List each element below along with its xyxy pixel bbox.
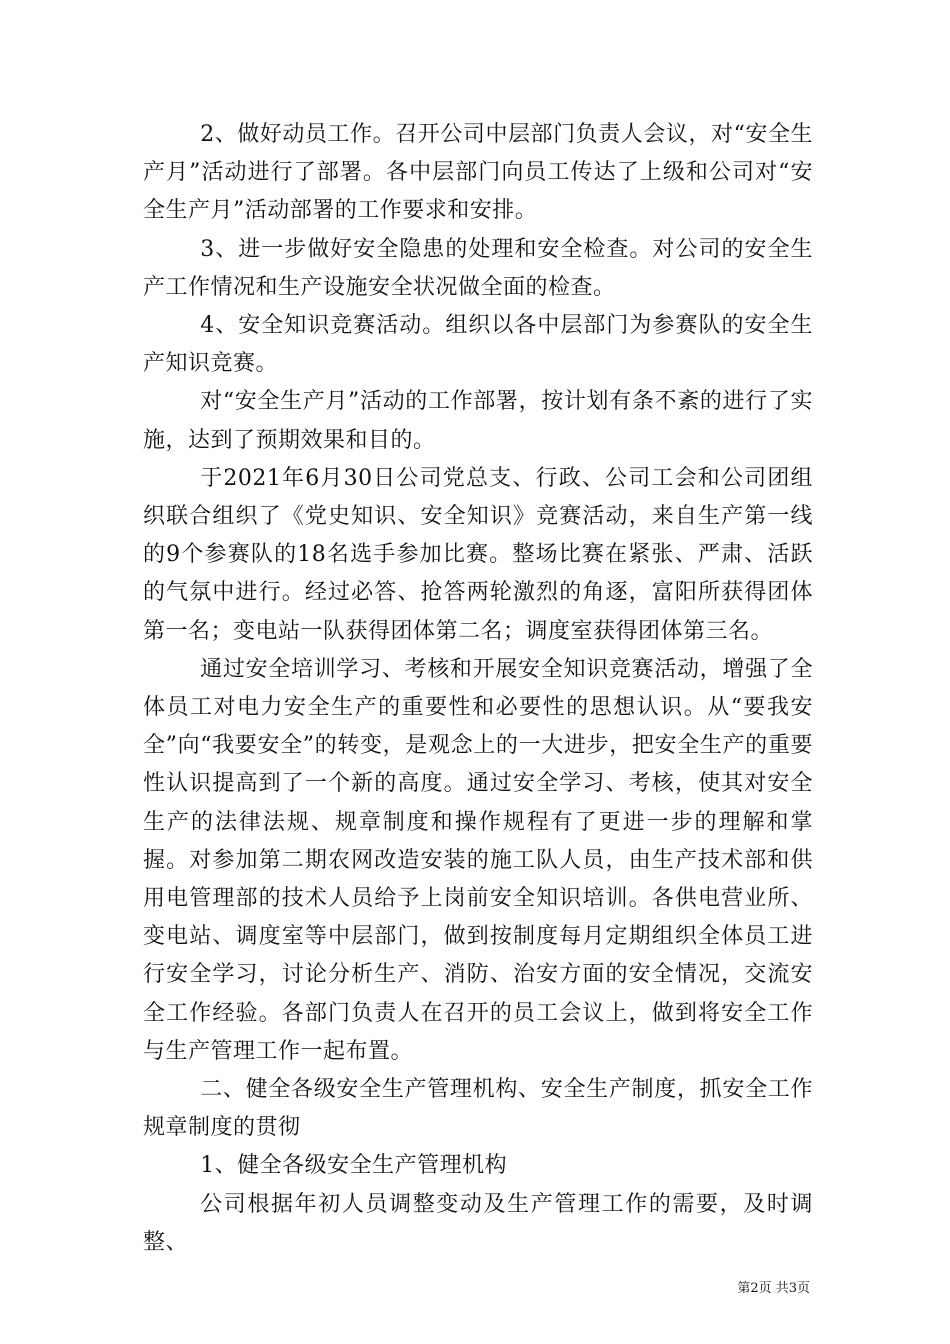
- paragraph: 4、安全知识竞赛活动。组织以各中层部门为参赛队的安全生产知识竞赛。: [143, 313, 813, 377]
- paragraph: 公司根据年初人员调整变动及生产管理工作的需要，及时调整、: [143, 1191, 813, 1255]
- paragraph: 通过安全培训学习、考核和开展安全知识竞赛活动，增强了全体员工对电力安全生产的重要性和必要性的思想认识。从“要我安全”向“我要安全”的转变，是观念上的一大进步，把安全生产的重要性认识提高到了一个新的高度。通过安全学习、考核，使其对安全生产的法律法规、规章制度和操作规程有了更进一步的理解和掌握。对参加第二期农网改造安装的施工队人员，由生产技术部和供用电管理部的技术人员给予上岗前安全知识培训。各供电营业所、变电站、调度室等中层部门，做到按制度每月定期组织全体员工进行安全学习，讨论分析生产、消防、治安方面的安全情况，交流安全工作经验。各部门负责人在召开的员工会议上，做到将安全工作与生产管理工作一起布置。: [143, 656, 813, 1064]
- subsection-heading: 1、健全各级安全生产管理机构: [200, 1153, 508, 1179]
- paragraph: 于2021年6月30日公司党总支、行政、公司工会和公司团组织联合组织了《党史知识、安全知识》竞赛活动，来自生产第一线的9个参赛队的18名选手参加比赛。整场比赛在紧张、严肃、活跃的气氛中进行。经过必答、抢答两轮激烈的角逐，富阳所获得团体第一名；变电站一队获得团体第二名；调度室获得团体第三名。: [143, 465, 813, 644]
- document-body: [143, 116, 813, 1262]
- section-heading: 二、健全各级安全生产管理机构、安全生产制度，抓安全工作规章制度的贯彻: [143, 1077, 813, 1141]
- paragraph: 3、进一步做好安全隐患的处理和安全检查。对公司的安全生产工作情况和生产设施安全状况做全面的检查。: [143, 236, 813, 300]
- paragraph: 对“安全生产月”活动的工作部署，按计划有条不紊的进行了实施，达到了预期效果和目的。: [143, 389, 813, 453]
- page-number: 第2页 共3页: [737, 1281, 810, 1296]
- paragraph: 2、做好动员工作。召开公司中层部门负责人会议，对“安全生产月”活动进行了部署。各中层部门向员工传达了上级和公司对“安全生产月”活动部署的工作要求和安排。: [143, 122, 813, 224]
